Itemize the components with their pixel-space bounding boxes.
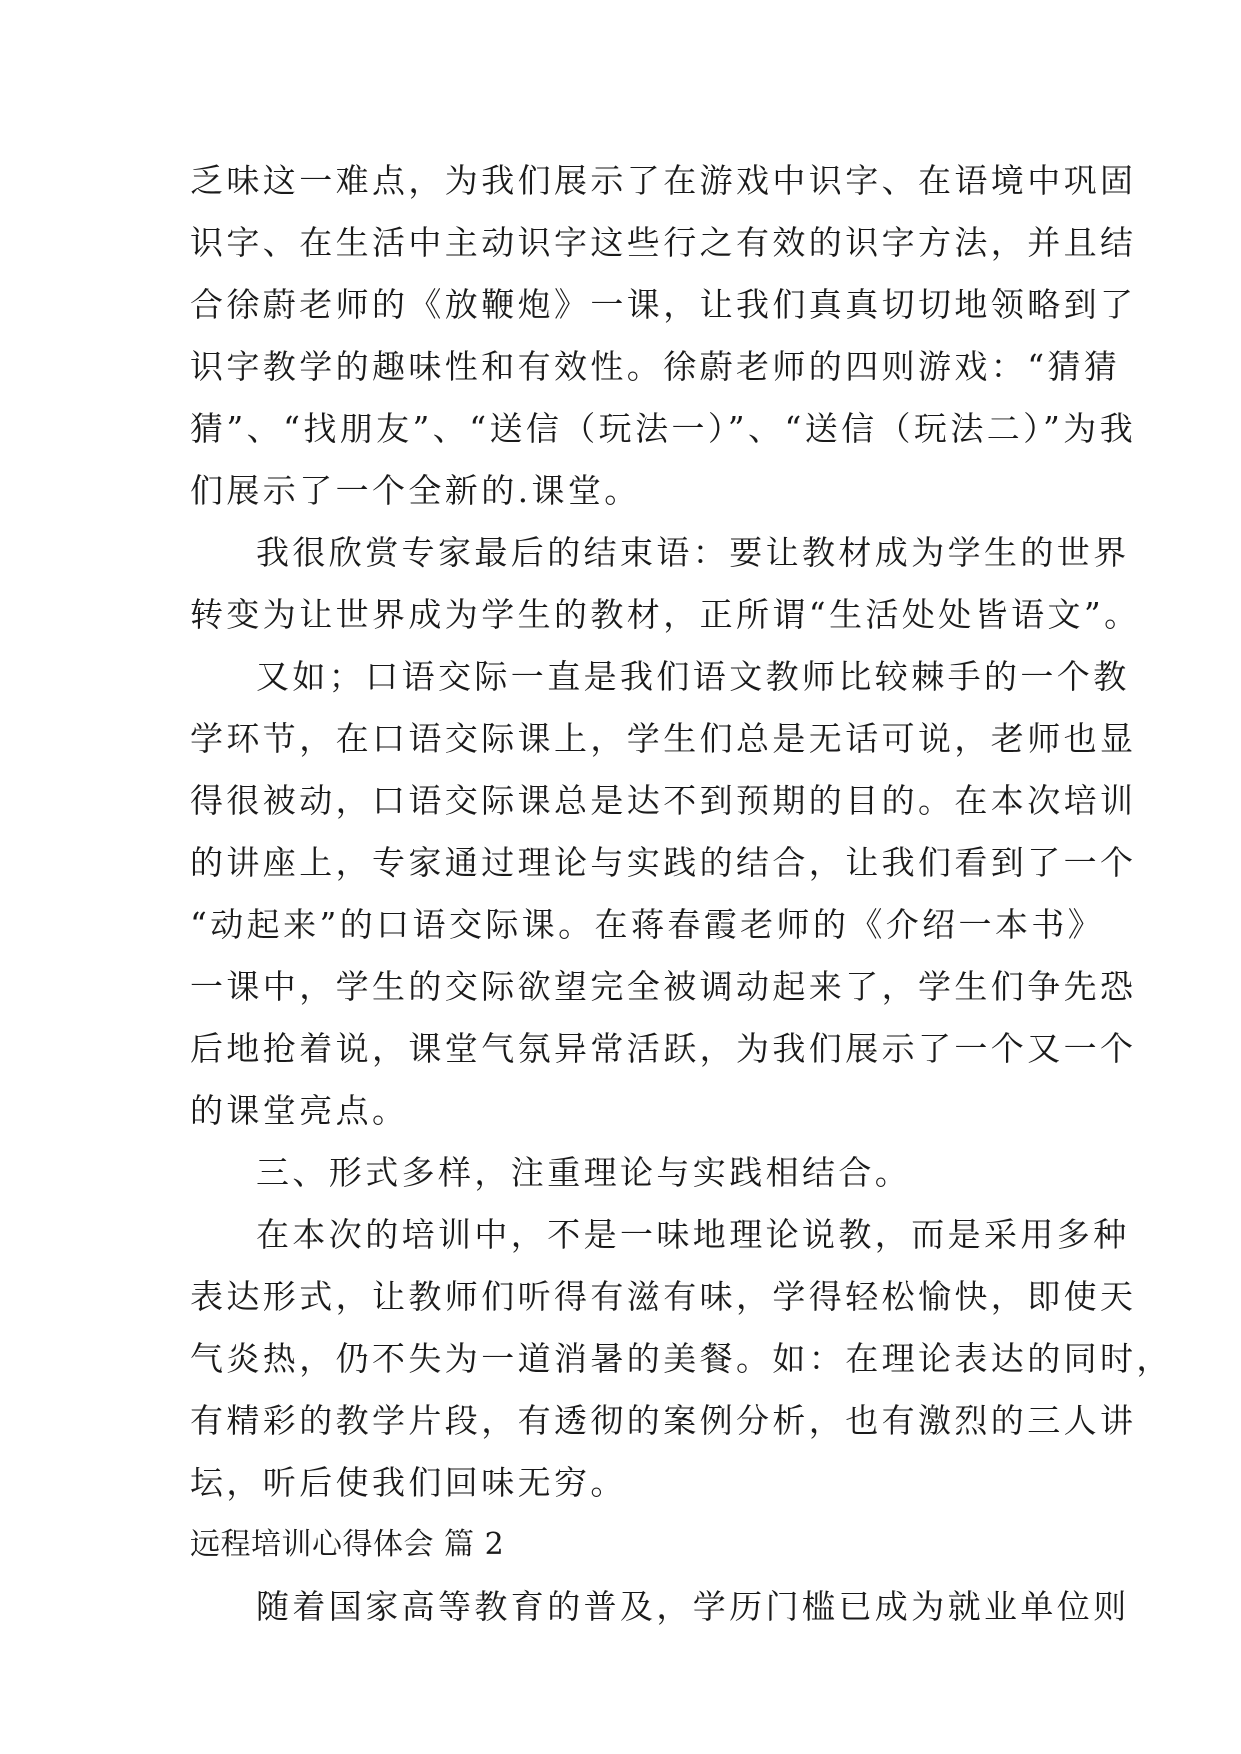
text-line: 得很被动，口语交际课总是达不到预期的目的。在本次培训 [190,781,1137,820]
text-line: 合徐蔚老师的《放鞭炮》一课，让我们真真切切地领略到了 [190,285,1137,324]
text-line: 的讲座上，专家通过理论与实践的结合，让我们看到了一个 [190,843,1137,882]
text-line: 猜”、“找朋友”、“送信（玩法一）”、“送信（玩法二）”为我 [190,409,1137,448]
paragraph-first-line: 在本次的培训中，不是一味地理论说教，而是采用多种 [256,1215,1130,1254]
paragraph-first-line: 又如；口语交际一直是我们语文教师比较棘手的一个教 [256,657,1130,696]
text-line: 识字、在生活中主动识字这些行之有效的识字方法，并且结 [190,223,1137,262]
section-subheading: 三、形式多样，注重理论与实践相结合。 [256,1153,912,1192]
text-line: 气炎热，仍不失为一道消暑的美餐。如：在理论表达的同时， [190,1339,1173,1378]
document-body [190,150,1173,1638]
paragraph-first-line: 我很欣赏专家最后的结束语：要让教材成为学生的世界 [256,533,1130,572]
text-line: 学环节，在口语交际课上，学生们总是无话可说，老师也显 [190,719,1137,758]
text-line: 乏味这一难点，为我们展示了在游戏中识字、在语境中巩固 [190,161,1137,200]
text-line: 识字教学的趣味性和有效性。徐蔚老师的四则游戏：“猜猜 [190,347,1121,386]
section-heading: 远程培训心得体会 篇 2 [190,1527,505,1562]
text-line: 有精彩的教学片段，有透彻的案例分析，也有激烈的三人讲 [190,1401,1137,1440]
paragraph-first-line: 随着国家高等教育的普及，学历门槛已成为就业单位则 [256,1587,1130,1626]
text-line: 们展示了一个全新的.课堂。 [190,471,641,510]
text-line: 表达形式，让教师们听得有滋有味，学得轻松愉快，即使天 [190,1277,1137,1316]
text-line: 一课中，学生的交际欲望完全被调动起来了，学生们争先恐 [190,967,1137,1006]
text-line: 的课堂亮点。 [190,1091,409,1130]
text-line: “动起来”的口语交际课。在蒋春霞老师的《介绍一本书》 [190,905,1105,944]
text-line: 转变为让世界成为学生的教材，正所谓“生活处处皆语文”。 [190,595,1141,634]
text-line: 坛，听后使我们回味无穷。 [190,1463,627,1502]
text-line: 后地抢着说，课堂气氛异常活跃，为我们展示了一个又一个 [190,1029,1137,1068]
